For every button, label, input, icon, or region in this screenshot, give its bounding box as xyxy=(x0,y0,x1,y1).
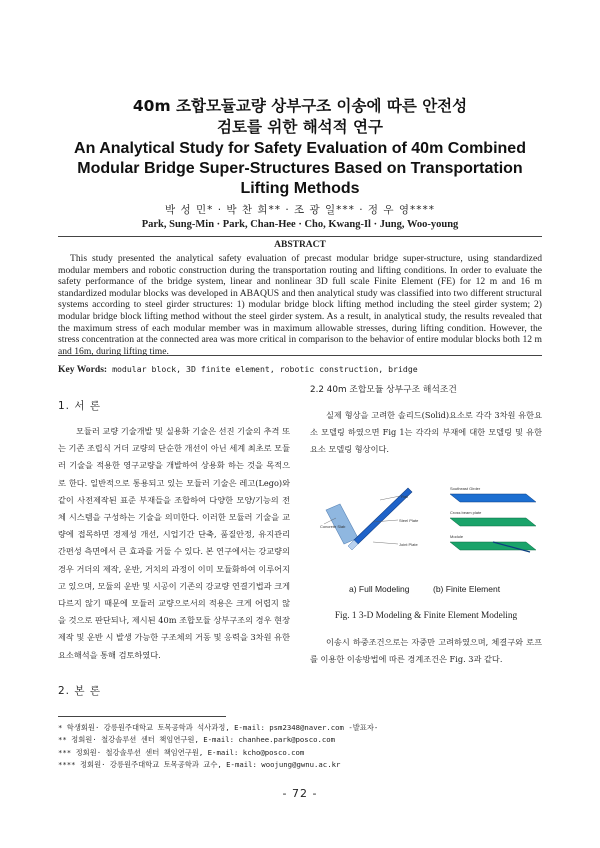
figure-1 xyxy=(318,480,542,570)
english-title-line-2: Modular Bridge Super-Structures Based on Transportation xyxy=(77,160,523,177)
section-1-text: 모듈러 교량 기술개발 및 실용화 기술은 선진 기술의 추격 또는 기존 조립식 거더 교량의 단순한 개선이 아닌 세계 최초로 모듈러 기술을 적용한 영구교량을 개발하여 상용화 하는 것을 목적으로 한다. 일반적으로 통용되고 있는 모듈러 기술은 레고(Lego)와 같이 사전제작된 표준 부재들을 조합하여 다양한 모양/기능의 전체 시스템을 구성하는 기술을 의미한다. 이러한 모듈러 기술을 교량에 접목하면 경제성 개선, 시업기간 단축, 품질안정, 유지관리 간편성 측면에서 큰 효과를 거둘 수 있다. 본 연구에서는 강교량의 경우 거더의 제작, 운반, 거치의 과정이 이미 모듈화하여 이루어지고 있으며, 모듈의 운반 및 시공이 기존의 강교량 연결기법과 크게 다르지 않기 때문에 모듈러 교량으로서의 적용은 크게 어렵지 않을 것으로 판단되나, 제시된 40m 조합모듈 상부구조의 경우 현장제작 및 운반 시 발생 가능한 구조체의 거동 및 응력을 3차원 유한요소해석을 통해 검토하였다. xyxy=(58,426,290,660)
footnotes xyxy=(58,722,498,772)
section-2-2-heading: 2.2 40m 조합모듈 상부구조 해석조건 xyxy=(310,385,457,395)
abstract-top-rule xyxy=(58,236,542,237)
footnote-3: *** 정회원· 철강솔루션 센터 책임연구원, E-mail: kcho@posco.com xyxy=(58,747,305,757)
footnote-1: * 학생회원· 강릉원주대학교 토목공학과 석사과정, E-mail: psm2348@naver.com -발표자- xyxy=(58,723,379,732)
fe-module xyxy=(450,542,536,550)
label-module: Module xyxy=(450,534,464,539)
fe-cross-beam xyxy=(450,518,536,526)
label-concrete-slab: Concrete Slab xyxy=(320,524,346,529)
authors-korean: 박 성 민* · 박 찬 희** · 조 광 일*** · 정 우 영**** xyxy=(165,204,435,216)
section-2-2-text: 실제 형상을 고려한 솔리드(Solid)요소로 각각 3차원 유한요소 모델링 하였으면 Fig 1는 각각의 부재에 대한 모델링 및 유한요소 모델링 형상이다. xyxy=(310,410,542,455)
label-southeast-girder: Southeast Girder xyxy=(450,486,481,491)
finite-element-image xyxy=(450,486,536,552)
section-2-heading: 2. 본 론 xyxy=(58,685,101,697)
footnote-4: **** 정회원· 강릉원주대학교 토목공학과 교수, E-mail: woojung@gwnu.ac.kr xyxy=(58,760,341,770)
keywords-text: modular block, 3D finite element, robotic construction, bridge xyxy=(112,364,418,374)
label-joint-plate: Joint Plate xyxy=(399,542,418,547)
figure-1b-label: (b) Finite Element xyxy=(433,584,501,594)
keywords-line xyxy=(58,364,542,375)
label-steel-plate: Steel Plate xyxy=(399,518,419,523)
english-title-line-3: Lifting Methods xyxy=(240,180,360,197)
english-title-line-1: An Analytical Study for Safety Evaluation of 40m Combined xyxy=(74,140,526,157)
page-number: - 72 - xyxy=(282,787,318,800)
abstract-bottom-rule xyxy=(58,355,542,356)
abstract-text: This study presented the analytical safety evaluation of precast modular bridge super-structure, using standardized modular members and robotic construction during the transportation routing and lifting conditions. In order to evaluate the safety performance of the bridge system, linear and nonlinear 3D full scale Finite Element (FE) for 12 m and 16 m standardized modular blocks was developed in ABAQUS and then analytical study was classified into two different structural systems according to steel girder structures: 1) modular bridge block lifting method including the steel girder system; 2) modular bridge block lifting method without the steel girder system. As a result, in analytical study, the results revealed that the maximum stress of each modular member was in maximum allowable stresses, during lifting condition. However, the stress concentration at the connected area was more critical in comparison to the behavior of entire modular blocks both 12 m and 16m, during lifting time. xyxy=(58,253,542,357)
label-cross-beam-plate: Cross beam plate xyxy=(450,510,482,515)
english-title xyxy=(0,139,600,199)
full-modeling-image xyxy=(320,488,419,550)
section-2-2-text-continued: 이송시 하중조건으로는 자중만 고려하였으며, 체결구와 로프를 이용한 이송방법에 따른 경계조건은 Fig. 3과 같다. xyxy=(310,637,542,665)
authors-english: Park, Sung-Min · Park, Chan-Hee · Cho, Kwang-Il · Jung, Woo-young xyxy=(141,219,459,230)
korean-title xyxy=(0,96,600,138)
abstract-heading: ABSTRACT xyxy=(274,240,326,250)
fe-girder-top xyxy=(450,494,536,502)
label-rail: Rail xyxy=(401,494,408,499)
figure-1a-label: a) Full Modeling xyxy=(349,584,410,594)
korean-title-line-2: 검토를 위한 해석적 연구 xyxy=(217,118,383,136)
section-1-heading: 1. 서 론 xyxy=(58,400,101,412)
keywords-label: Key Words: xyxy=(58,364,108,375)
figure-1-drawing xyxy=(318,480,542,570)
korean-title-line-1: 40m 조합모듈교량 상부구조 이송에 따른 안전성 xyxy=(132,97,468,115)
figure-1-caption: Fig. 1 3-D Modeling & Finite Element Modeling xyxy=(334,611,518,621)
footnote-2: ** 정회원· 철강솔루션 센터 책임연구원, E-mail: chanhee.park@posco.com xyxy=(58,735,336,745)
footnote-rule xyxy=(58,716,226,717)
